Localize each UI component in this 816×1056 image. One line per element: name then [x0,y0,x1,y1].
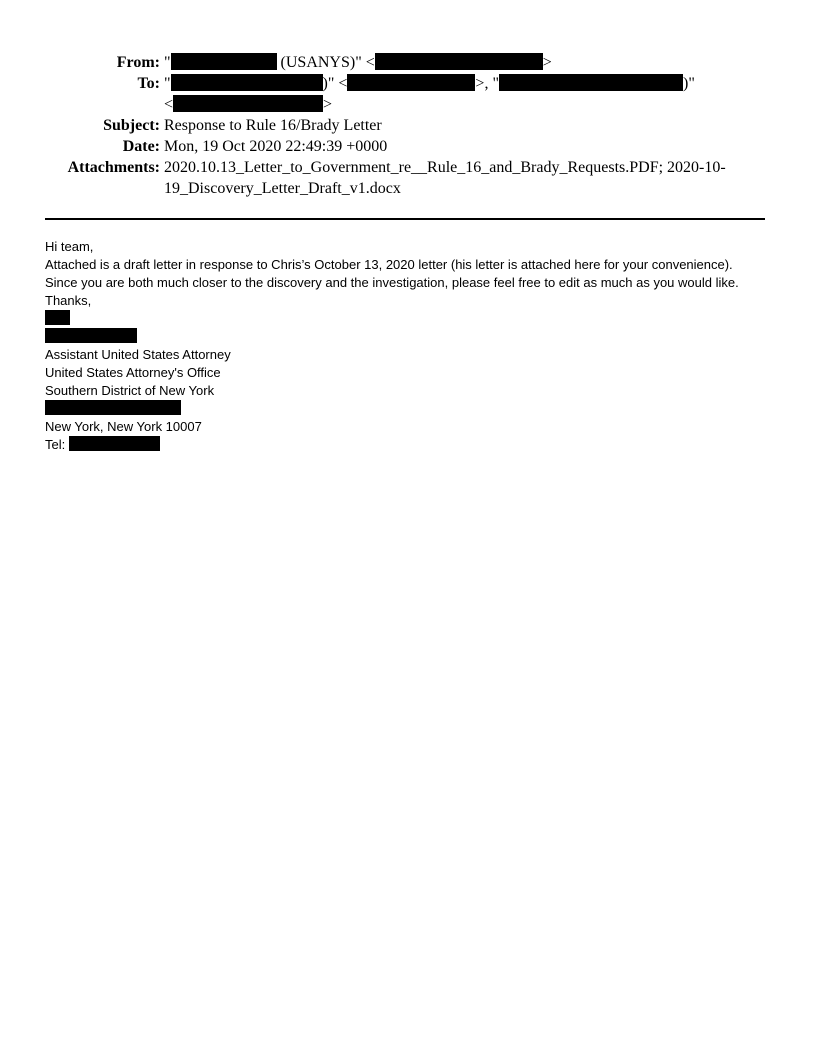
greeting: Hi team, [45,239,94,254]
to-value [164,73,695,94]
body-paragraph-1: Attached is a draft letter in response to Chris’s October 13, 2020 letter (his letter is attached here for your convenience). [45,257,733,272]
to-row [0,73,816,94]
to-value-continued [164,94,332,115]
attachments-row [0,157,816,178]
signature-office: United States Attorney's Office [45,365,221,380]
to-quote: " [164,75,171,92]
attachments-row-continued [0,178,816,199]
redaction-bar [45,310,70,325]
redaction-bar [45,328,137,343]
body-paragraph-2: Since you are both much closer to the discovery and the investigation, please feel free to edit as much as you would like. [45,275,739,290]
redaction-bar [171,74,323,91]
date-value: Mon, 19 Oct 2020 22:49:39 +0000 [164,138,388,155]
redaction-bar [347,74,475,91]
to-end: )" [682,75,695,92]
signature-redacted-2 [45,328,775,346]
tel-label: Tel: [45,437,69,452]
to-sep-2: >, " [475,75,499,92]
signature-title: Assistant United States Attorney [45,347,231,362]
to-sep-1: )" < [322,75,348,92]
redaction-bar [171,53,277,70]
email-header [0,52,816,199]
signature-district: Southern District of New York [45,383,215,398]
from-label: From: [116,54,160,71]
to-label: To: [137,75,160,92]
signature-tel [45,436,775,454]
redaction-bar [69,436,160,451]
redaction-bar [499,74,683,91]
attachments-label: Attachments: [67,159,160,176]
to-row-continued [0,94,816,115]
header-divider [45,218,765,220]
redaction-bar [173,95,323,112]
subject-value: Response to Rule 16/Brady Letter [164,117,382,134]
signature-redacted-1 [45,310,775,328]
from-org: (USANYS)" < [276,54,375,71]
from-end: > [542,54,552,71]
from-quote: " [164,54,171,71]
signature-city: New York, New York 10007 [45,419,202,434]
email-body [45,238,775,454]
subject-row [0,115,816,136]
subject-label: Subject: [103,117,160,134]
attachment-link-1[interactable]: 2020.10.13_Letter_to_Government_re__Rule_16_and_Brady_Requests.PDF; 2020-10- [164,159,726,176]
from-row [0,52,816,73]
redaction-bar [375,53,543,70]
from-value [164,52,552,73]
to-gt: > [323,96,333,113]
to-lt: < [164,96,174,113]
redaction-bar [45,400,181,415]
date-label: Date: [122,138,160,155]
attachment-link-2[interactable]: 19_Discovery_Letter_Draft_v1.docx [164,180,401,197]
signature-address-redacted [45,400,775,418]
sign-off: Thanks, [45,293,92,308]
date-row [0,136,816,157]
